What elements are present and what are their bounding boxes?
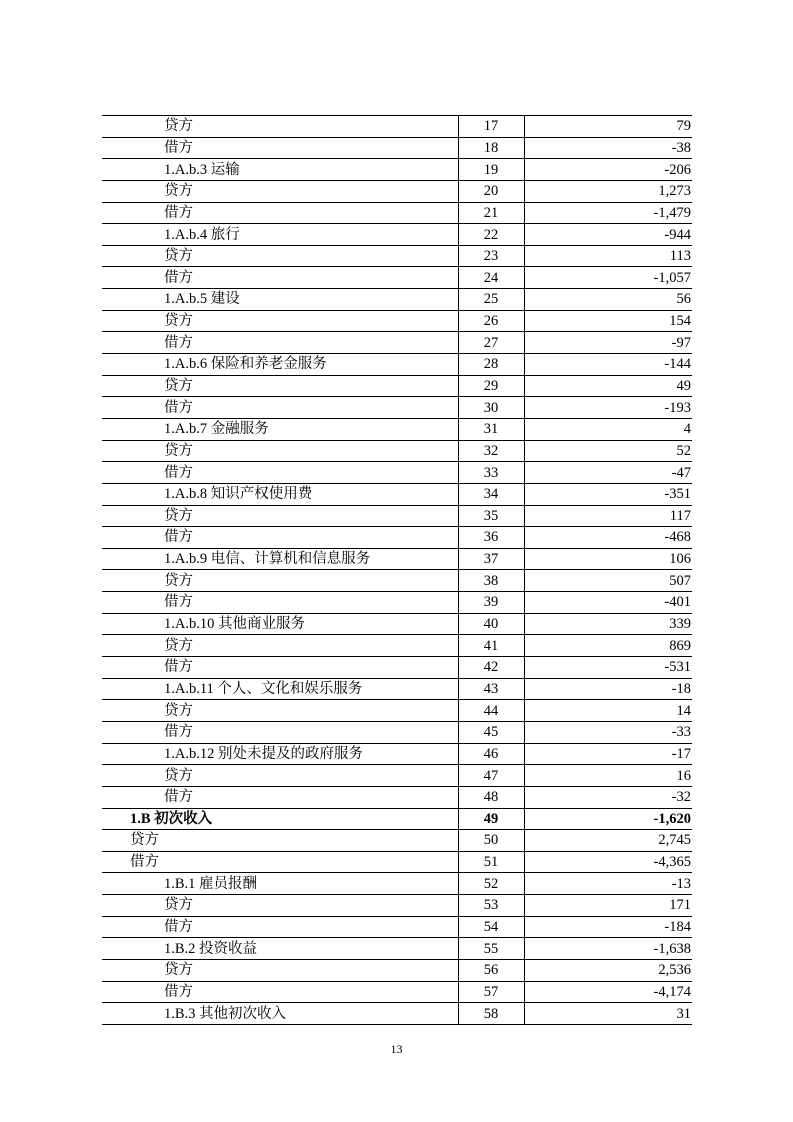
item-cell: 1.B.3 其他初次收入 (102, 1003, 458, 1025)
amount-cell: 106 (524, 548, 692, 570)
table-row (102, 202, 692, 224)
line-number-cell: 21 (458, 202, 524, 224)
item-cell: 贷方 (102, 116, 458, 138)
table-row (102, 981, 692, 1003)
item-cell: 借方 (102, 592, 458, 614)
amount-cell: -1,620 (524, 808, 692, 830)
table-row (102, 462, 692, 484)
amount-cell: -144 (524, 354, 692, 376)
item-cell: 贷方 (102, 635, 458, 657)
amount-cell: 2,536 (524, 959, 692, 981)
line-number-cell: 31 (458, 418, 524, 440)
table-row (102, 483, 692, 505)
table-row (102, 224, 692, 246)
item-cell: 1.A.b.10 其他商业服务 (102, 613, 458, 635)
item-cell: 借方 (102, 462, 458, 484)
item-cell: 1.A.b.11 个人、文化和娱乐服务 (102, 678, 458, 700)
item-cell: 1.A.b.6 保险和养老金服务 (102, 354, 458, 376)
table-row (102, 851, 692, 873)
item-cell: 贷方 (102, 570, 458, 592)
line-number-cell: 52 (458, 873, 524, 895)
line-number-cell: 17 (458, 116, 524, 138)
line-number-cell: 55 (458, 938, 524, 960)
item-cell: 1.A.b.8 知识产权使用费 (102, 483, 458, 505)
amount-cell: 2,745 (524, 830, 692, 852)
item-cell: 贷方 (102, 310, 458, 332)
line-number-cell: 33 (458, 462, 524, 484)
amount-cell: 117 (524, 505, 692, 527)
amount-cell: 49 (524, 375, 692, 397)
table-row (102, 570, 692, 592)
line-number-cell: 53 (458, 895, 524, 917)
line-number-cell: 26 (458, 310, 524, 332)
item-cell: 借方 (102, 202, 458, 224)
amount-cell: -1,057 (524, 267, 692, 289)
table-row (102, 289, 692, 311)
table-row (102, 830, 692, 852)
amount-cell: 16 (524, 765, 692, 787)
line-number-cell: 30 (458, 397, 524, 419)
table-row (102, 743, 692, 765)
item-cell: 借方 (102, 397, 458, 419)
table-row (102, 635, 692, 657)
item-cell: 贷方 (102, 765, 458, 787)
table-row (102, 137, 692, 159)
table-row (102, 245, 692, 267)
line-number-cell: 37 (458, 548, 524, 570)
line-number-cell: 46 (458, 743, 524, 765)
item-cell: 借方 (102, 721, 458, 743)
table-row (102, 159, 692, 181)
table-row (102, 116, 692, 138)
amount-cell: 1,273 (524, 180, 692, 202)
amount-cell: -184 (524, 916, 692, 938)
table-row (102, 418, 692, 440)
item-cell: 1.A.b.3 运输 (102, 159, 458, 181)
table-row (102, 505, 692, 527)
line-number-cell: 20 (458, 180, 524, 202)
amount-cell: 869 (524, 635, 692, 657)
amount-cell: -944 (524, 224, 692, 246)
table-row (102, 959, 692, 981)
item-cell: 贷方 (102, 895, 458, 917)
table-row (102, 332, 692, 354)
line-number-cell: 44 (458, 700, 524, 722)
table-body (102, 116, 692, 1025)
item-cell: 借方 (102, 657, 458, 679)
item-cell: 借方 (102, 332, 458, 354)
amount-cell: -13 (524, 873, 692, 895)
amount-cell: -531 (524, 657, 692, 679)
balance-of-payments-table (102, 115, 692, 1025)
line-number-cell: 39 (458, 592, 524, 614)
amount-cell: 14 (524, 700, 692, 722)
item-cell: 1.A.b.9 电信、计算机和信息服务 (102, 548, 458, 570)
amount-cell: -47 (524, 462, 692, 484)
line-number-cell: 47 (458, 765, 524, 787)
item-cell: 借方 (102, 786, 458, 808)
item-cell: 贷方 (102, 245, 458, 267)
item-cell: 借方 (102, 981, 458, 1003)
amount-cell: -32 (524, 786, 692, 808)
line-number-cell: 48 (458, 786, 524, 808)
amount-cell: -206 (524, 159, 692, 181)
line-number-cell: 19 (458, 159, 524, 181)
item-cell: 借方 (102, 916, 458, 938)
line-number-cell: 25 (458, 289, 524, 311)
table-row (102, 678, 692, 700)
line-number-cell: 28 (458, 354, 524, 376)
item-cell: 1.B 初次收入 (102, 808, 458, 830)
amount-cell: -33 (524, 721, 692, 743)
table-row (102, 895, 692, 917)
line-number-cell: 50 (458, 830, 524, 852)
item-cell: 借方 (102, 267, 458, 289)
table-row (102, 765, 692, 787)
amount-cell: 154 (524, 310, 692, 332)
amount-cell: -18 (524, 678, 692, 700)
item-cell: 贷方 (102, 180, 458, 202)
amount-cell: -468 (524, 527, 692, 549)
table-row (102, 548, 692, 570)
line-number-cell: 32 (458, 440, 524, 462)
item-cell: 贷方 (102, 375, 458, 397)
line-number-cell: 35 (458, 505, 524, 527)
amount-cell: -401 (524, 592, 692, 614)
amount-cell: 507 (524, 570, 692, 592)
item-cell: 贷方 (102, 505, 458, 527)
line-number-cell: 51 (458, 851, 524, 873)
item-cell: 借方 (102, 137, 458, 159)
table-row (102, 310, 692, 332)
line-number-cell: 29 (458, 375, 524, 397)
amount-cell: 171 (524, 895, 692, 917)
amount-cell: -38 (524, 137, 692, 159)
table-row (102, 1003, 692, 1025)
amount-cell: 56 (524, 289, 692, 311)
item-cell: 1.A.b.5 建设 (102, 289, 458, 311)
page-number: 13 (390, 1042, 403, 1056)
amount-cell: -4,174 (524, 981, 692, 1003)
table-row (102, 916, 692, 938)
line-number-cell: 38 (458, 570, 524, 592)
amount-cell: -4,365 (524, 851, 692, 873)
line-number-cell: 43 (458, 678, 524, 700)
table-row (102, 808, 692, 830)
amount-cell: 31 (676, 1005, 691, 1022)
line-number-cell: 23 (458, 245, 524, 267)
balance-of-payments-table-container (102, 115, 692, 1025)
line-number-cell: 45 (458, 721, 524, 743)
amount-cell: 339 (524, 613, 692, 635)
line-number-cell: 34 (458, 483, 524, 505)
table-row (102, 527, 692, 549)
amount-cell: -97 (524, 332, 692, 354)
item-cell: 贷方 (102, 440, 458, 462)
line-number-cell: 36 (458, 527, 524, 549)
amount-cell: 4 (524, 418, 692, 440)
item-cell: 1.A.b.12 别处未提及的政府服务 (102, 743, 458, 765)
line-number-cell: 58 (458, 1003, 524, 1025)
line-number-cell: 49 (458, 808, 524, 830)
table-row (102, 613, 692, 635)
table-row (102, 873, 692, 895)
table-row (102, 786, 692, 808)
amount-cell: -1,479 (524, 202, 692, 224)
amount-cell: -351 (524, 483, 692, 505)
table-row (102, 397, 692, 419)
table-row (102, 657, 692, 679)
table-row (102, 180, 692, 202)
amount-cell: -1,638 (524, 938, 692, 960)
table-row (102, 440, 692, 462)
table-row (102, 700, 692, 722)
item-cell: 借方 (102, 851, 458, 873)
table-row (102, 267, 692, 289)
line-number-cell: 40 (458, 613, 524, 635)
table-row (102, 375, 692, 397)
item-cell: 1.A.b.7 金融服务 (102, 418, 458, 440)
item-cell: 贷方 (102, 830, 458, 852)
amount-cell: 79 (524, 116, 692, 138)
line-number-cell: 57 (458, 981, 524, 1003)
amount-cell: 113 (524, 245, 692, 267)
item-cell: 贷方 (102, 700, 458, 722)
line-number-cell: 54 (458, 916, 524, 938)
item-cell: 1.A.b.4 旅行 (102, 224, 458, 246)
line-number-cell: 42 (458, 657, 524, 679)
item-cell: 1.B.1 雇员报酬 (102, 873, 458, 895)
table-row (102, 721, 692, 743)
line-number-cell: 24 (458, 267, 524, 289)
amount-cell: 52 (524, 440, 692, 462)
amount-cell: -17 (524, 743, 692, 765)
line-number-cell: 18 (458, 137, 524, 159)
item-cell: 贷方 (102, 959, 458, 981)
line-number-cell: 41 (458, 635, 524, 657)
table-row (102, 938, 692, 960)
table-row (102, 354, 692, 376)
item-cell: 1.B.2 投资收益 (102, 938, 458, 960)
table-row (102, 592, 692, 614)
line-number-cell: 27 (458, 332, 524, 354)
item-cell: 借方 (102, 527, 458, 549)
line-number-cell: 22 (458, 224, 524, 246)
amount-cell: -193 (524, 397, 692, 419)
line-number-cell: 56 (458, 959, 524, 981)
